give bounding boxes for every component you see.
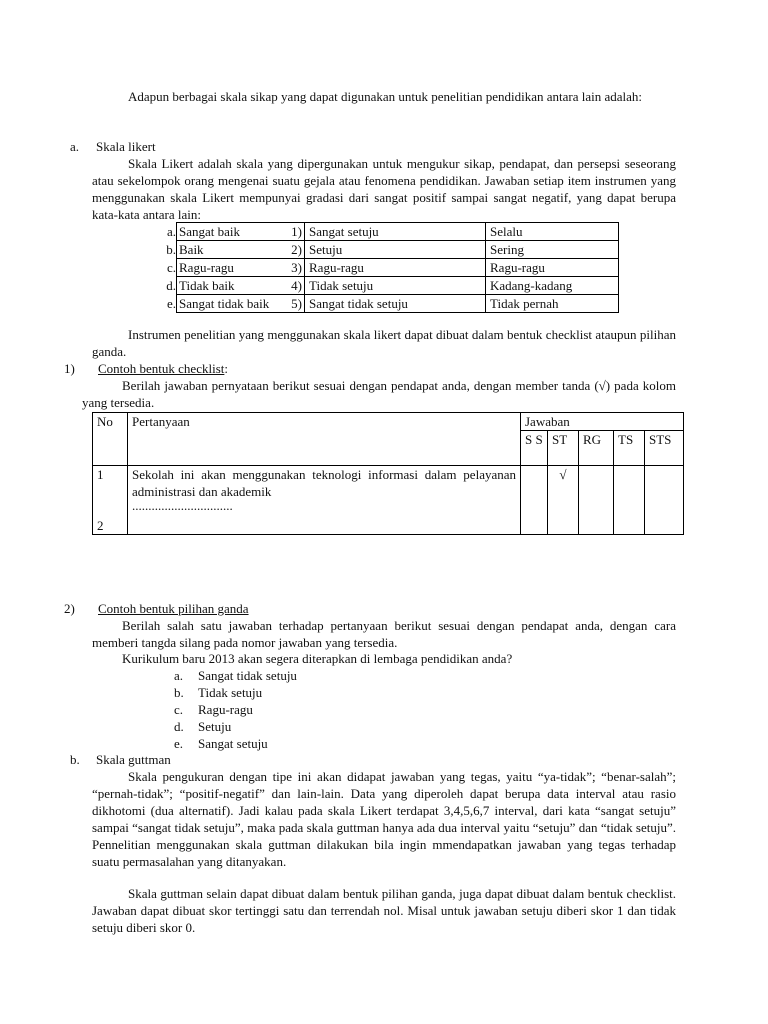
question-dots: ............................... xyxy=(132,498,233,513)
row-number: 1 xyxy=(97,467,104,482)
row-label: a. xyxy=(166,223,176,239)
option-letter: b. xyxy=(174,685,184,700)
table-row xyxy=(162,277,619,295)
option-text: Sangat tidak baik xyxy=(179,295,270,311)
checklist-number: 1) xyxy=(64,361,75,376)
option-cell: Setuju xyxy=(305,241,486,259)
option-number: 1) xyxy=(291,223,302,239)
option-text: Tidak setuju xyxy=(198,685,263,700)
table-row xyxy=(162,295,619,313)
option-text: Setuju xyxy=(198,719,232,734)
check-mark-icon: √ xyxy=(559,467,567,482)
option-cell xyxy=(177,277,305,295)
table-row xyxy=(162,241,619,259)
option-cell xyxy=(177,241,305,259)
mc-option[interactable] xyxy=(174,684,262,701)
section-b-title: Skala guttman xyxy=(96,752,171,767)
option-cell xyxy=(177,223,305,241)
mc-option[interactable] xyxy=(174,735,268,752)
option-cell xyxy=(177,259,305,277)
option-number: 4) xyxy=(291,277,302,293)
guttman-paragraph-1: Skala pengukuran dengan tipe ini akan didapat jawaban yang tegas, yaitu “ya-tidak”; “benar-salah”; “pernah-tidak”; “positif-negatif” dan lain-lain. Data yang diperoleh dapat berupa data interval atau rasio dikhotomi (dua alternatif). Jadi kalau pada skala Likert terdapat 3,4,5,6,7 interval, dari kata “sangat setuju” sampai “sangat tidak setuju”, maka pada skala guttman hanya ada dua interval yaitu “setuju” dan “tidak setuju”. Pennelitian menggunakan skala guttman dilakukan bila ingin mmendapatkan jawaban yang tegas terhadap suatu permasalahan yang ditanyakan. xyxy=(92,769,676,869)
intro-paragraph: Adapun berbagai skala sikap yang dapat digunakan untuk penelitian pendidikan antara lain adalah: xyxy=(128,89,643,104)
header-ts: TS xyxy=(614,431,645,466)
option-text: Tidak baik xyxy=(179,277,235,293)
option-cell: Selalu xyxy=(486,223,619,241)
question-cell xyxy=(128,466,521,535)
row-number: 2 xyxy=(97,518,104,533)
checklist-instruction: Berilah jawaban pernyataan berikut sesuai dengan pendapat anda, dengan member tanda (√) pada kolom yang tersedia. xyxy=(82,378,676,410)
answer-cell-ts[interactable] xyxy=(614,466,645,535)
table-row xyxy=(93,466,684,535)
section-b-letter: b. xyxy=(70,752,80,767)
likert-paragraph: Skala Likert adalah skala yang dipergunakan untuk mengukur sikap, pendapat, dan persepsi seseorang atau sekelompok orang mengenai suatu gejala atau fenomena pendidikan. Jawaban setiap item instrumen yang menggunakan skala Likert mempunyai gradasi dari sangat positif sampai sangat negatif, yang dapat berupa kata-kata antara lain: xyxy=(92,156,676,222)
answer-cell-st[interactable] xyxy=(548,466,579,535)
mc-option[interactable] xyxy=(174,718,231,735)
row-label: b. xyxy=(166,241,176,257)
checklist-title: Contoh bentuk checklist xyxy=(98,361,225,376)
mc-instruction: Berilah salah satu jawaban terhadap pertanyaan berikut sesuai dengan pendapat anda, dengan cara memberi tangda silang pada nomor jawaban yang tersedia. xyxy=(92,618,676,650)
option-cell: Ragu-ragu xyxy=(305,259,486,277)
table-row xyxy=(162,259,619,277)
section-a-title: Skala likert xyxy=(96,139,156,154)
option-cell xyxy=(177,295,305,313)
checklist-title-colon: : xyxy=(224,361,228,376)
answer-cell-rg[interactable] xyxy=(579,466,614,535)
guttman-paragraph-2: Skala guttman selain dapat dibuat dalam bentuk pilihan ganda, juga dapat dibuat dalam bentuk checklist. Jawaban dapat dibuat skor tertinggi satu dan terrendah nol. Misal untuk jawaban setuju diberi skor 1 dan tidak setuju diberi skor 0. xyxy=(92,886,676,935)
option-cell: Sangat tidak setuju xyxy=(305,295,486,313)
option-cell: Sering xyxy=(486,241,619,259)
row-label: c. xyxy=(166,259,176,275)
checklist-table xyxy=(92,412,684,535)
row-number-cell xyxy=(93,466,128,535)
header-question: Pertanyaan xyxy=(128,413,521,466)
option-letter: c. xyxy=(174,702,184,717)
option-text: Sangat setuju xyxy=(198,736,268,751)
option-text: Baik xyxy=(179,241,204,257)
option-letter: a. xyxy=(174,668,184,683)
answer-cell-sts[interactable] xyxy=(645,466,684,535)
header-st: ST xyxy=(548,431,579,466)
option-text: Ragu-ragu xyxy=(198,702,253,717)
checklist-heading xyxy=(98,360,228,377)
option-cell: Sangat setuju xyxy=(305,223,486,241)
option-number: 5) xyxy=(291,295,302,311)
row-label: d. xyxy=(166,277,176,293)
option-text: Sangat baik xyxy=(179,223,241,239)
answer-cell-ss[interactable] xyxy=(521,466,548,535)
mc-question: Kurikulum baru 2013 akan segera diterapkan di lembaga pendidikan anda? xyxy=(122,651,513,666)
table-row xyxy=(162,223,619,241)
header-ss: S S xyxy=(521,431,548,466)
option-letter: d. xyxy=(174,719,184,734)
option-cell: Tidak setuju xyxy=(305,277,486,295)
option-text: Ragu-ragu xyxy=(179,259,234,275)
option-letter: e. xyxy=(174,736,184,751)
header-answer: Jawaban xyxy=(521,413,684,431)
option-number: 3) xyxy=(291,259,302,275)
mc-number: 2) xyxy=(64,601,75,616)
question-text: Sekolah ini akan menggunakan teknologi informasi dalam pelayanan administrasi dan akademik xyxy=(132,467,516,499)
option-text: Sangat tidak setuju xyxy=(198,668,297,683)
table-header-row xyxy=(93,413,684,431)
header-no: No xyxy=(93,413,128,466)
section-a-letter: a. xyxy=(70,139,80,154)
mc-title: Contoh bentuk pilihan ganda xyxy=(98,601,249,616)
likert-options-table xyxy=(162,222,619,313)
mc-option[interactable] xyxy=(174,667,297,684)
mc-option[interactable] xyxy=(174,701,253,718)
instrument-paragraph: Instrumen penelitian yang menggunakan skala likert dapat dibuat dalam bentuk checklist ataupun pilihan ganda. xyxy=(92,327,676,359)
option-cell: Kadang-kadang xyxy=(486,277,619,295)
option-cell: Tidak pernah xyxy=(486,295,619,313)
header-sts: STS xyxy=(645,431,684,466)
header-rg: RG xyxy=(579,431,614,466)
option-number: 2) xyxy=(291,241,302,257)
option-cell: Ragu-ragu xyxy=(486,259,619,277)
row-label: e. xyxy=(166,295,176,311)
